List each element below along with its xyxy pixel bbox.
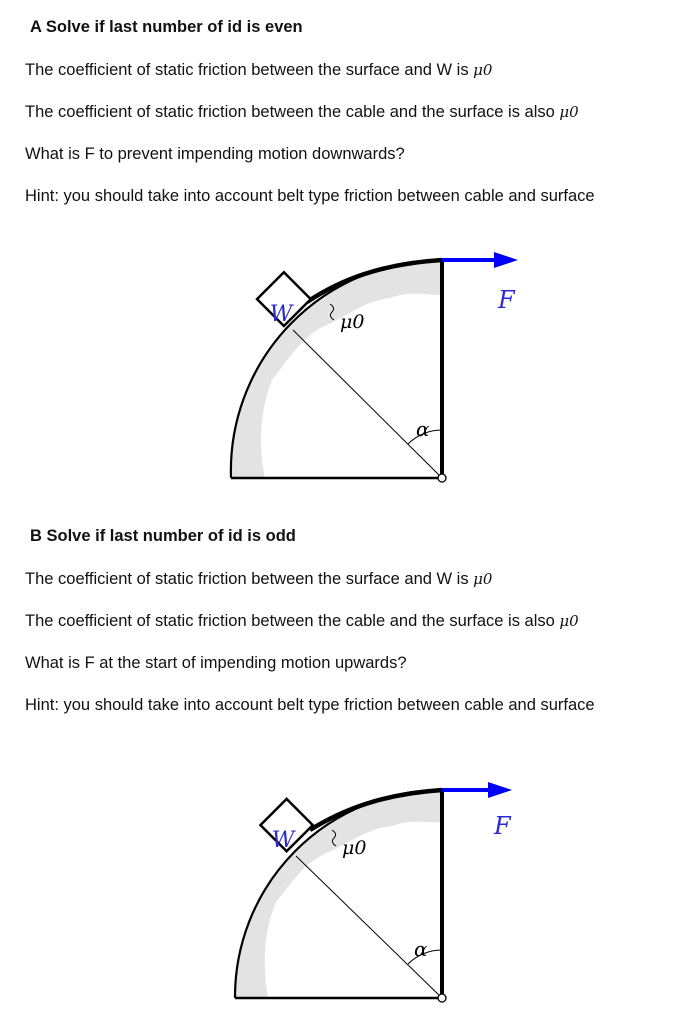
radius-line (296, 856, 442, 998)
section-b-line-1: The coefficient of static friction between the surface and W is μ0 (25, 570, 493, 588)
section-a-heading: A Solve if last number of id is even (30, 18, 303, 36)
mu-symbol: μ0 (473, 570, 493, 588)
force-label: F (494, 812, 511, 840)
force-label: F (498, 286, 515, 314)
block-label: W (271, 828, 295, 853)
friction-label: μ0 (342, 837, 367, 859)
pivot-point (438, 474, 446, 482)
section-b-line-2: The coefficient of static friction between the cable and the surface is also μ0 (25, 612, 579, 630)
mu-symbol: μ0 (473, 61, 493, 79)
mu-symbol: μ0 (559, 612, 579, 630)
radius-line (293, 330, 442, 478)
friction-label: μ0 (340, 311, 365, 333)
angle-label: α (416, 417, 430, 441)
block-label: W (269, 302, 293, 327)
section-a-hint: Hint: you should take into account belt type friction between cable and surface (25, 187, 595, 205)
pivot-point (438, 994, 446, 1002)
mu-symbol: μ0 (559, 103, 579, 121)
force-arrow-head (488, 782, 512, 798)
section-a-line-3: What is F to prevent impending motion downwards? (25, 145, 405, 163)
section-a-diagram (0, 240, 681, 490)
section-b-line-3: What is F at the start of impending motion upwards? (25, 654, 407, 672)
section-b-heading: B Solve if last number of id is odd (30, 527, 296, 545)
force-arrow-head (494, 252, 518, 268)
section-a-line-2: The coefficient of static friction between the cable and the surface is also μ0 (25, 103, 579, 121)
section-b-hint: Hint: you should take into account belt type friction between cable and surface (25, 696, 595, 714)
section-a-line-1: The coefficient of static friction between the surface and W is μ0 (25, 61, 493, 79)
angle-label: α (414, 937, 428, 961)
section-b-diagram (0, 770, 681, 1010)
